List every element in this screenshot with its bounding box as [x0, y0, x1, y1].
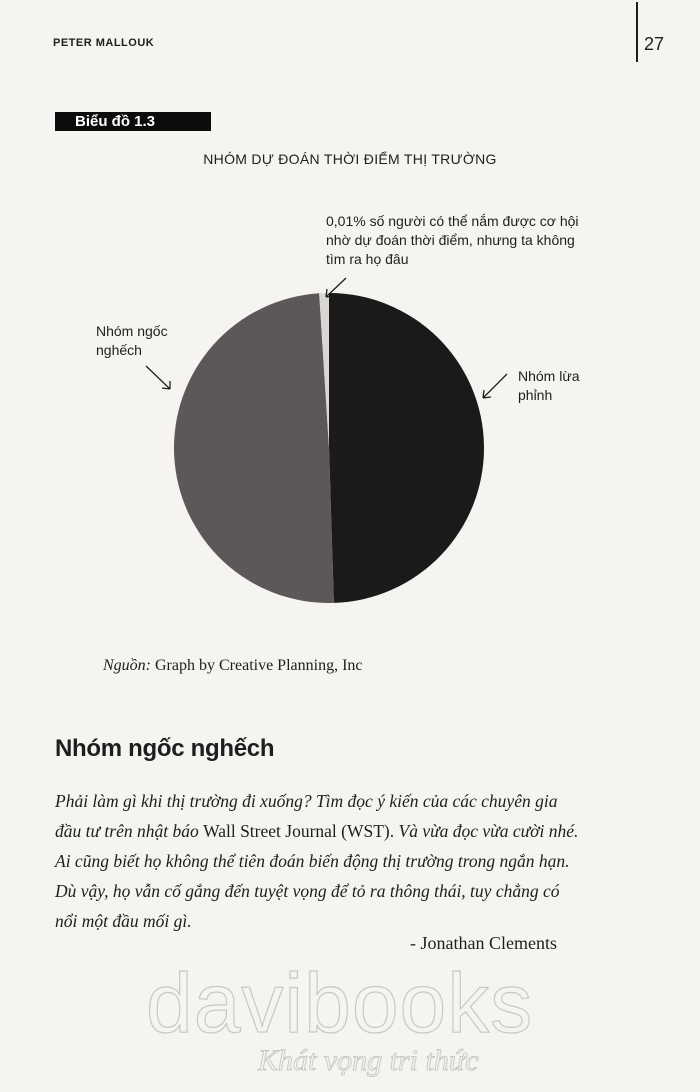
fools-arrow	[146, 366, 170, 389]
source-text: Graph by Creative Planning, Inc	[155, 657, 363, 674]
pie-slices	[174, 293, 484, 603]
quote-block	[55, 786, 640, 936]
quote-line	[55, 816, 640, 846]
annotation-suckers	[518, 367, 618, 405]
annotation-suckers-line: Nhóm lừa	[518, 368, 580, 384]
annotation-fools	[96, 322, 206, 360]
watermark-brand: davibooks	[146, 956, 534, 1050]
suckers-arrow	[483, 374, 507, 398]
chart-title: NHÓM DỰ ĐOÁN THỜI ĐIỂM THỊ TRƯỜNG	[203, 151, 497, 167]
quote-attribution: - Jonathan Clements	[410, 933, 557, 953]
annotation-timers-line: tìm ra họ đâu	[326, 251, 409, 267]
source-prefix: Nguồn:	[103, 657, 151, 674]
quote-publication: Wall Street Journal (WST).	[203, 821, 395, 841]
annotation-suckers-line: phỉnh	[518, 387, 553, 403]
quote-fragment: Và vừa đọc vừa cười nhé.	[398, 821, 579, 841]
chart-label: Biểu đồ 1.3	[75, 113, 156, 130]
watermark-tagline: Khát vọng tri thức	[258, 1044, 479, 1077]
quote-line: Ai cũng biết họ không thể tiên đoán biến động thị trường trong ngắn hạn.	[55, 851, 570, 871]
quote-line: Dù vậy, họ vẫn cố gắng đến tuyệt vọng để tỏ ra thông thái, tuy chẳng có	[55, 881, 560, 901]
quote-line: Phải làm gì khi thị trường đi xuống? Tìm đọc ý kiến của các chuyên gia	[55, 791, 558, 811]
running-header-author: PETER MALLOUK	[53, 37, 155, 49]
quote-line: nổi một đầu mối gì.	[55, 911, 192, 931]
quote-fragment: đầu tư trên nhật báo	[55, 821, 199, 841]
page-number: 27	[644, 34, 665, 54]
section-heading: Nhóm ngốc nghếch	[55, 735, 275, 762]
annotation-timers-line: 0,01% số người có thể nắm được cơ hội	[326, 213, 579, 229]
annotation-fools-line: Nhóm ngốc	[96, 323, 168, 339]
pie-slice-suckers	[329, 293, 484, 603]
chart-source	[103, 657, 363, 675]
annotation-fools-line: nghếch	[96, 342, 142, 358]
annotation-timers	[326, 212, 616, 269]
annotation-timers-line: nhờ dự đoán thời điểm, nhưng ta không	[326, 232, 575, 248]
